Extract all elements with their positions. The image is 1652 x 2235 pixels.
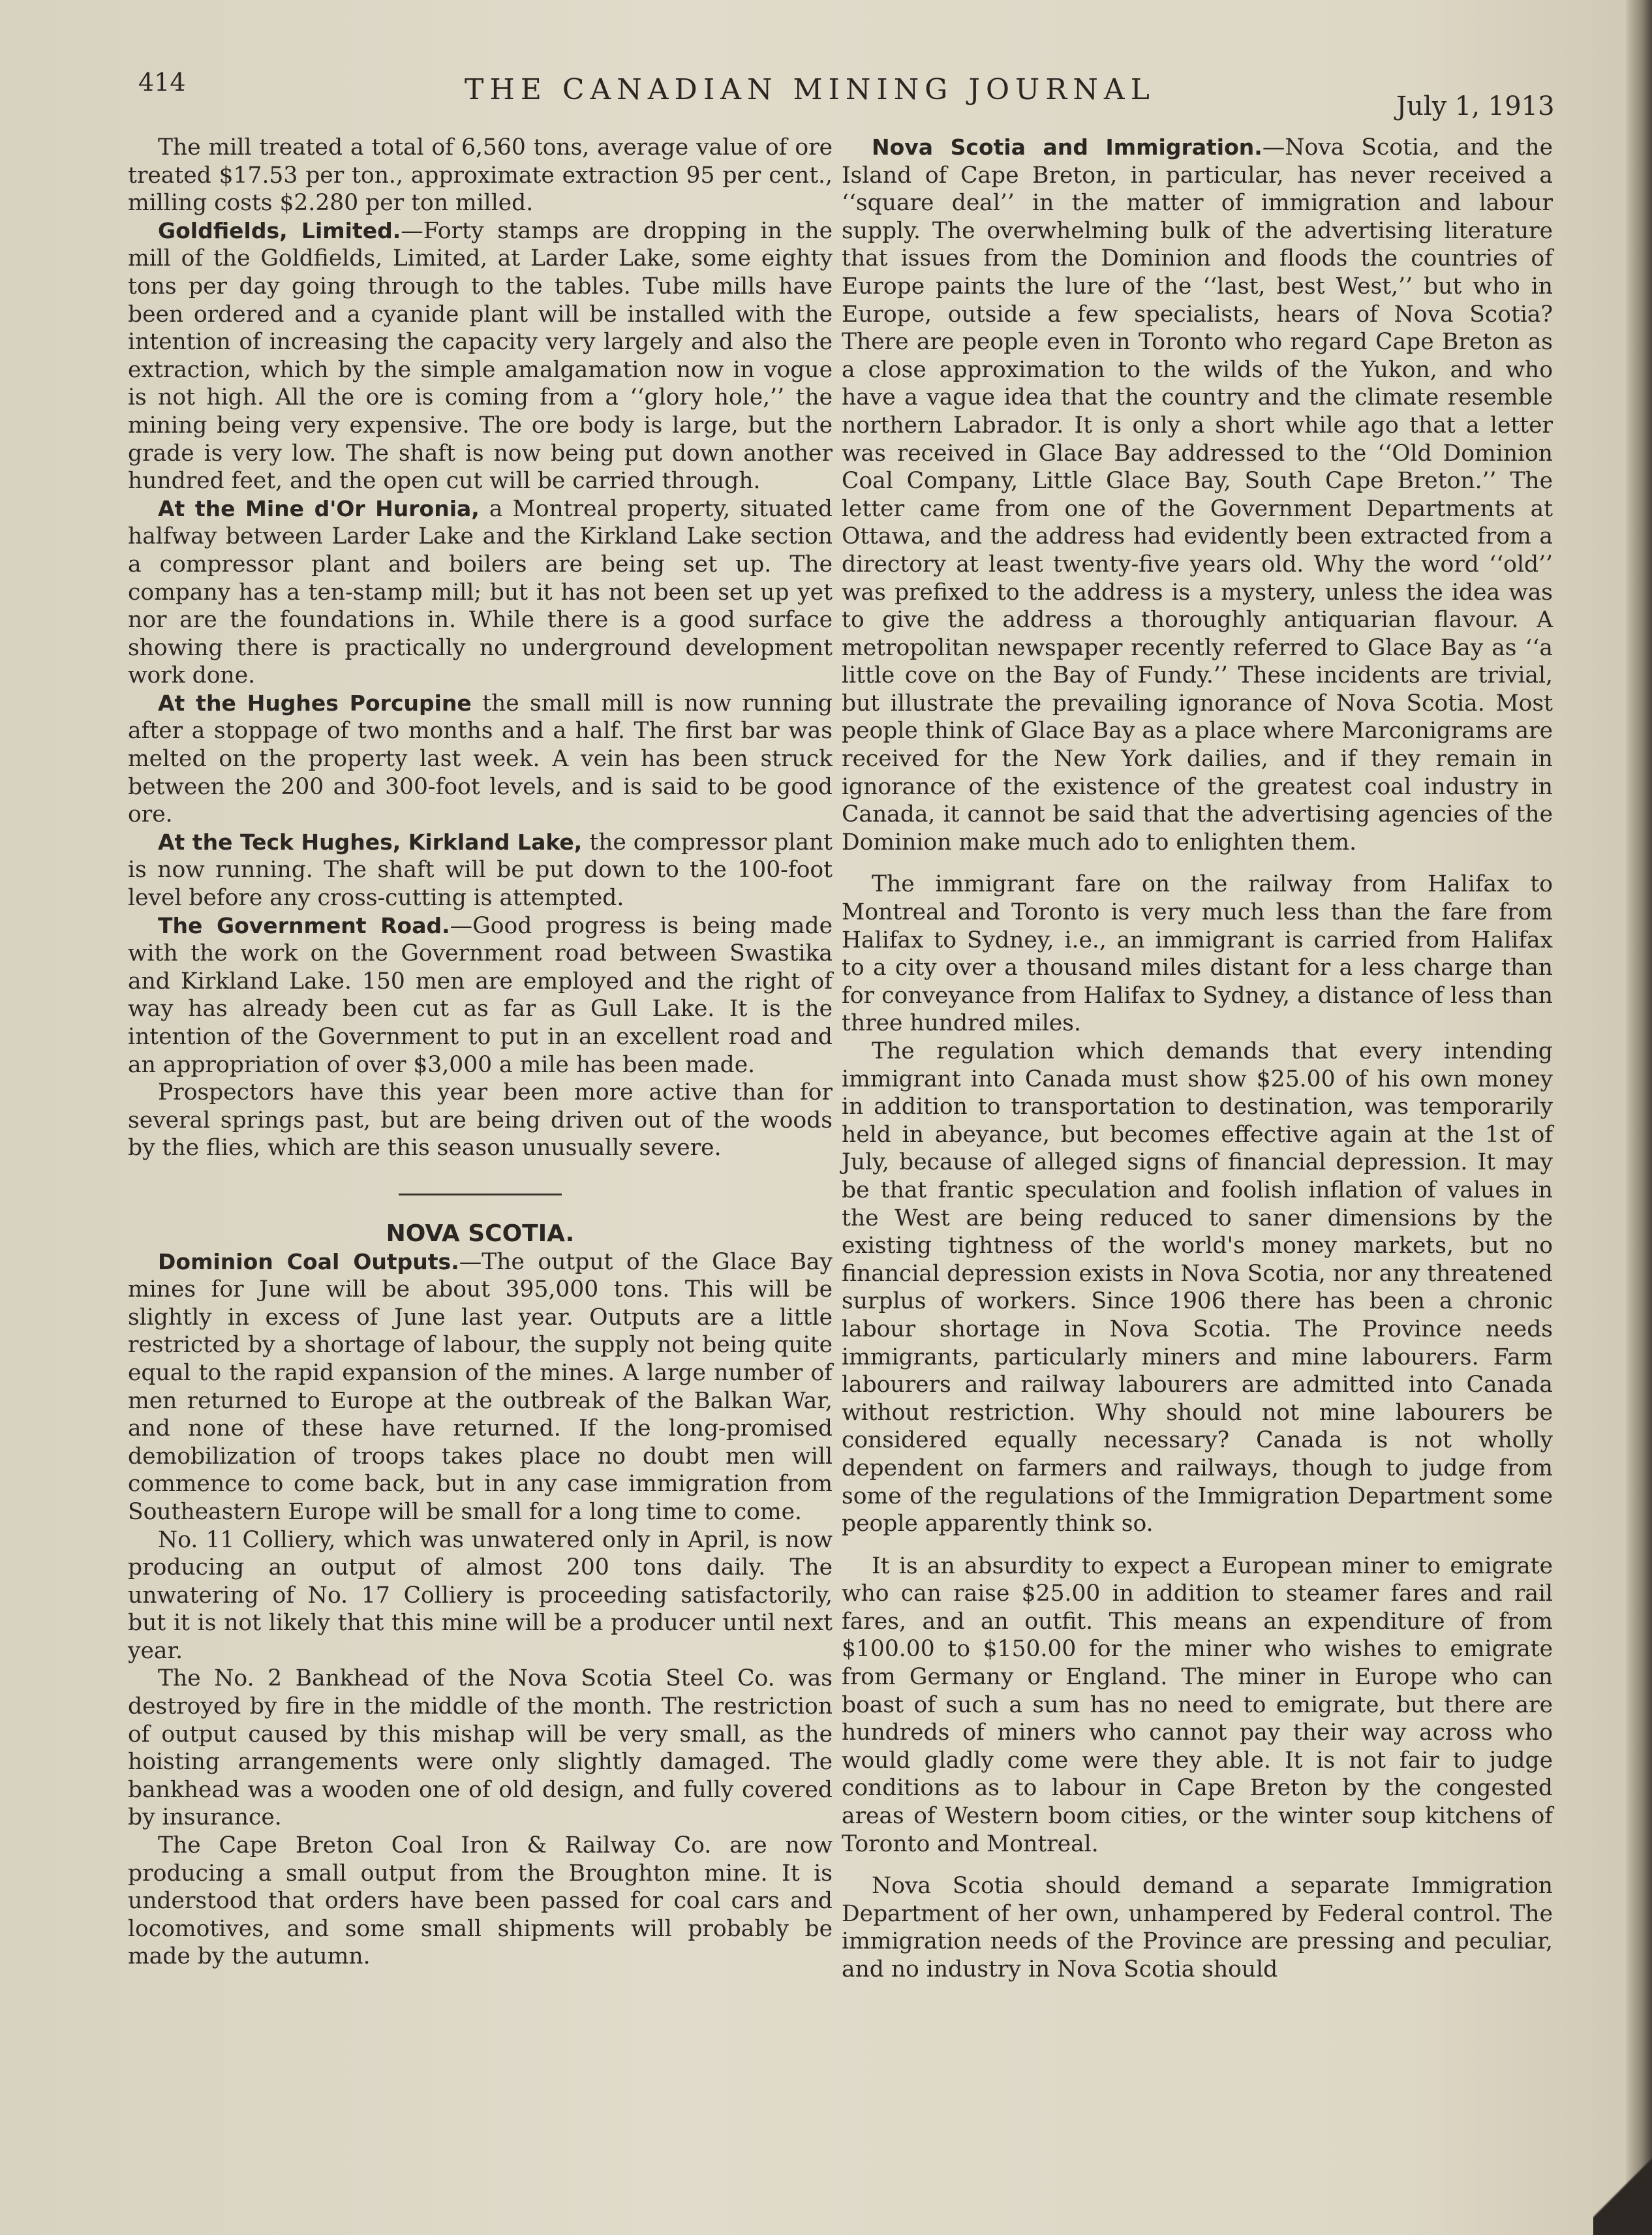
mill-paragraph: The mill treated a total of 6,560 tons, average value of ore treated $17.53 per ton., approximate extraction 95 per cent., milling costs $2.280 per ton milled.: [128, 134, 833, 217]
goldfields-paragraph: [128, 217, 833, 495]
goldfields-heading: Goldfields, Limited.: [158, 217, 401, 243]
dominion-text: —The output of the Glace Bay mines for June will be about 395,000 tons. This will be slightly in excess of June last year. Outputs are a little restricted by a shortage of labour, the supply not being quite equal to the rapid expansion of the mines. A large number of men returned to Europe at the outbreak of the Balkan War, and none of these have returned. If the long-promised demobilization of troops takes place no doubt men will commence to come back, but in any case immigration from Southeastern Europe will be small for a long time to come.: [128, 1248, 833, 1525]
road-paragraph: [128, 912, 833, 1079]
immigration-paragraph: [842, 134, 1553, 856]
page-header: [0, 60, 1612, 119]
regulation-paragraph: The regulation which demands that every intending immigrant into Canada must show $25.00 of his own money in addition to transportation to destination, was temporarily held in abeyance, but becomes effective again at the 1st of July, because of alleged signs of financial depression. It may be that frantic speculation and foolish inflation of values in the West are being reduced to saner dimensions by the existing tightness of the world's money markets, but no financial depression exists in Nova Scotia, nor any threatened surplus of workers. Since 1906 there has been a chronic labour shortage in Nova Scotia. The Province needs immigrants, particularly miners and mine labourers. Farm labourers and railway labourers are admitted into Canada without restriction. Why should not mine labourers be considered equally necessary? Canada is not wholly dependent on farmers and railways, though to judge from some of the regulations of the Immigration Department some people apparently think so.: [842, 1038, 1553, 1537]
dominion-heading: Dominion Coal Outputs.: [158, 1248, 459, 1274]
journal-title: THE CANADIAN MINING JOURNAL: [465, 73, 1155, 106]
dominion-paragraph: [128, 1248, 833, 1526]
hughes-paragraph: [128, 690, 833, 829]
goldfields-text: —Forty stamps are dropping in the mill of the Goldfields, Limited, at Larder Lake, some eighty tons per day going through to the tables. Tube mills have been ordered and a cyanide plant will be installed with the intention of increasing the capacity very largely and also the extraction, which by the simple amalgamation now in vogue is not high. All the ore is coming from a ‘‘glory hole,’’ the mining being very expensive. The ore body is large, but the grade is very low. The shaft is now being put down another hundred feet, and the open cut will be carried through.: [128, 217, 833, 495]
road-heading: The Government Road.: [158, 912, 450, 938]
teck-heading: At the Teck Hughes, Kirkland Lake,: [158, 829, 583, 855]
huronia-paragraph: [128, 495, 833, 690]
bankhead-paragraph: The No. 2 Bankhead of the Nova Scotia Steel Co. was destroyed by fire in the middle of the month. The restriction of output caused by this mishap will be very small, as the hoisting arrangements were only slightly damaged. The bankhead was a wooden one of old design, and fully covered by insurance.: [128, 1665, 833, 1831]
book-spine: [1626, 0, 1652, 2235]
page-corner-shadow: [1593, 2137, 1652, 2235]
capebreton-paragraph: The Cape Breton Coal Iron & Railway Co. are now producing a small output from the Broughton mine. It is understood that orders have been passed for coal cars and locomotives, and some small shipments will probably be made by the autumn.: [128, 1832, 833, 1970]
huronia-text: a Montreal property, situated halfway between Larder Lake and the Kirkland Lake section a compressor plant and boilers are being set up. The company has a ten-stamp mill; but it has not been set up yet nor are the foundations in. While there is a good surface showing there is practically no underground development work done.: [128, 495, 833, 689]
left-column: [128, 134, 833, 1971]
absurdity-paragraph: It is an absurdity to expect a European miner to emigrate who can raise $25.00 in addition to steamer fares and rail fares, and an outfit. This means an expenditure of from $100.00 to $150.00 for the miner who wishes to emigrate from Germany or England. The miner in Europe who can boast of such a sum has no need to emigrate, but there are hundreds of miners who cannot pay their way across who would gladly come were they able. It is not fair to judge conditions as to labour in Cape Breton by the congested areas of Western boom cities, or the winter soup kitchens of Toronto and Montreal.: [842, 1552, 1553, 1857]
prospectors-paragraph: Prospectors have this year been more active than for several springs past, but are being driven out of the woods by the flies, which are this season unusually severe.: [128, 1079, 833, 1162]
demand-paragraph: Nova Scotia should demand a separate Immigration Department of her own, unhampered by Federal control. The immigration needs of the Province are pressing and peculiar, and no industry in Nova Scotia should: [842, 1873, 1553, 1982]
right-column: [842, 134, 1553, 1984]
section-title: NOVA SCOTIA.: [386, 1220, 575, 1247]
teck-paragraph: [128, 829, 833, 912]
page-number: 414: [138, 68, 186, 97]
hughes-text: the small mill is now running after a stoppage of two months and a half. The first bar was melted on the property last week. A vein has been struck between the 200 and 300-foot levels, and is said to be good ore.: [128, 690, 833, 828]
huronia-heading: At the Mine d'Or Huronia,: [158, 495, 480, 521]
colliery-paragraph: No. 11 Colliery, which was unwatered only in April, is now producing an output of almost 200 tons daily. The unwatering of No. 17 Colliery is proceeding satisfactorily, but it is not likely that this mine will be a producer until next year.: [128, 1526, 833, 1664]
issue-date: July 1, 1913: [1396, 91, 1555, 121]
section-divider: [399, 1194, 562, 1195]
immigration-text: —Nova Scotia, and the Island of Cape Breton, in particular, has never received a ‘‘square deal’’ in the matter of immigration and labour supply. The overwhelming bulk of the advertising literature that issues from the Dominion and floods the countries of Europe paints the lure of the ‘‘last, best West,’’ but who in Europe, outside a few specialists, hears of Nova Scotia? There are people even in Toronto who regard Cape Breton as a close approximation to the wilds of the Yukon, and who have a vague idea that the country and the climate resemble northern Labrador. It is only a short while ago that a letter was received in Glace Bay addressed to the ‘‘Old Dominion Coal Company, Little Glace Bay, South Cape Breton.’’ The letter came from one of the Government Departments at Ottawa, and the address had evidently been extracted from a directory at least twenty-five years old. Why the word ‘‘old’’ was prefixed to the address is a mystery, unless the idea was to give the address a thoroughly antiquarian flavour. A metropolitan newspaper recently referred to Glace Bay as ‘‘a little cove on the Bay of Fundy.’’ These incidents are trivial, but illustrate the prevailing ignorance of Nova Scotia. Most people think of Glace Bay as a place where Marconigrams are received for the New York dailies, and if they remain in ignorance of the existence of the greatest coal industry in Canada, it cannot be said that the advertising agencies of the Dominion make much ado to enlighten them.: [842, 134, 1553, 855]
immigration-heading: Nova Scotia and Immigration.: [872, 134, 1262, 160]
fare-paragraph: The immigrant fare on the railway from Halifax to Montreal and Toronto is very much less than the fare from Halifax to Sydney, i.e., an immigrant is carried from Halifax to a city over a thousand miles distant for a less charge than for conveyance from Halifax to Sydney, a distance of less than three hundred miles.: [842, 871, 1553, 1037]
hughes-heading: At the Hughes Porcupine: [158, 690, 472, 716]
teck-text: the compressor plant is now running. The shaft will be put down to the 100-foot level before any cross-cutting is attempted.: [128, 829, 833, 912]
road-text: —Good progress is being made with the work on the Government road between Swastika and Kirkland Lake. 150 men are employed and the right of way has already been cut as far as Gull Lake. It is the intention of the Government to put in an excellent road and an appropriation of over $3,000 a mile has been made.: [128, 912, 833, 1078]
